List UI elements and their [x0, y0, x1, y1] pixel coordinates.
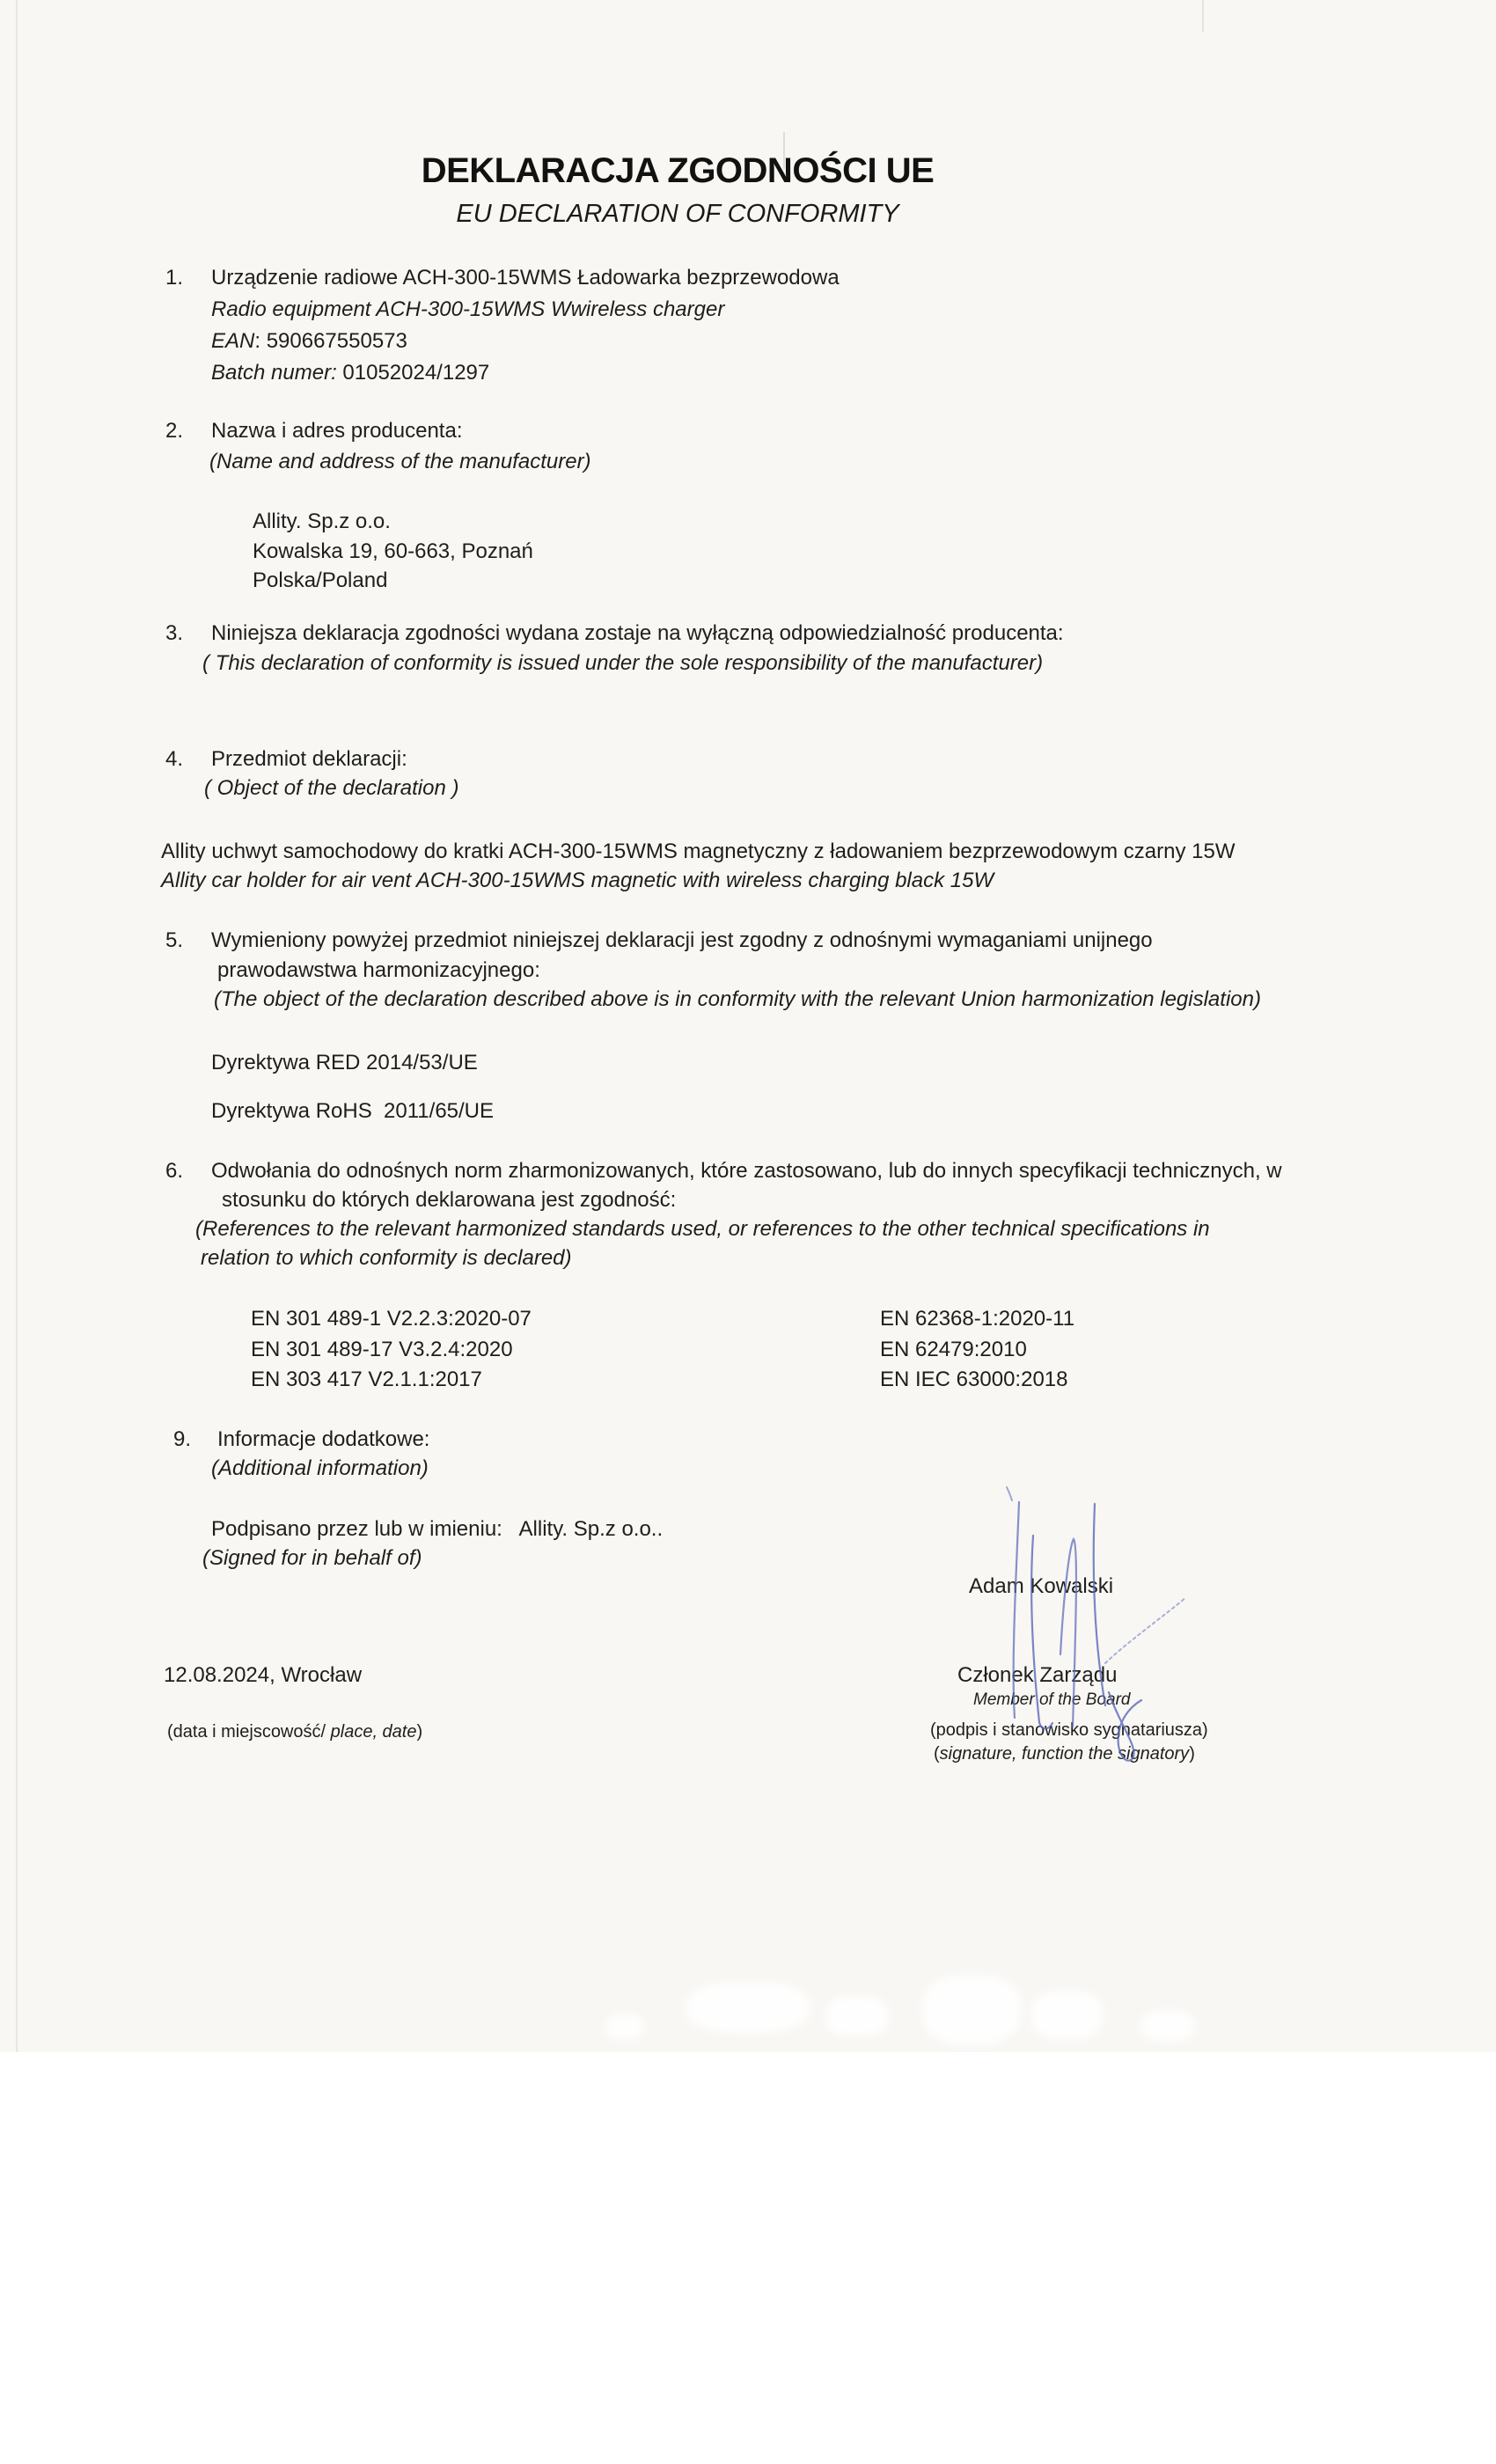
manufacturer-street: Kowalska 19, 60-663, Poznań — [253, 539, 533, 563]
item4-line-pl: Przedmiot deklaracji: — [211, 747, 407, 771]
caption-signature-en: (signature, function the signatory) — [934, 1744, 1195, 1764]
standard-right-3: EN IEC 63000:2018 — [880, 1368, 1068, 1391]
caption-signature-pl: (podpis i stanowisko sygnatariusza) — [930, 1720, 1208, 1740]
item5-line-pl-1: Wymieniony powyżej przedmiot niniejszej deklaracji jest zgodny z odnośnymi wymaganiami unijnego — [211, 928, 1153, 952]
item5-line-en: (The object of the declaration described above is in conformity with the relevant Union harmonization legislation) — [214, 987, 1261, 1011]
signature-ink — [986, 1465, 1206, 1773]
item6-line-pl-2: stosunku do których deklarowana jest zgodność: — [222, 1188, 677, 1212]
item1-ean-line — [211, 329, 407, 355]
standard-right-2: EN 62479:2010 — [880, 1338, 1027, 1361]
item1-number: 1. — [165, 266, 184, 290]
manufacturer-name: Allity. Sp.z o.o. — [253, 510, 391, 533]
signatory-name: Adam Kowalski — [969, 1574, 1114, 1598]
caption-place-date: (data i miejscowość/ place, date) — [167, 1722, 423, 1742]
batch-value: 01052024/1297 — [336, 361, 490, 385]
item5-number: 5. — [165, 928, 184, 952]
directive-red: Dyrektywa RED 2014/53/UE — [211, 1051, 478, 1074]
signatory-role-en: Member of the Board — [973, 1690, 1131, 1709]
place-date: 12.08.2024, Wrocław — [164, 1663, 363, 1687]
document-title: DEKLARACJA ZGODNOŚCI UE — [421, 151, 935, 190]
item3-line-pl: Niniejsza deklaracja zgodności wydana zostaje na wyłączną odpowiedzialność producenta: — [211, 621, 1064, 645]
item4-number: 4. — [165, 747, 184, 771]
signatory-role-pl: Członek Zarządu — [957, 1663, 1118, 1687]
standard-right-1: EN 62368-1:2020-11 — [880, 1307, 1075, 1331]
item6-number: 6. — [165, 1159, 184, 1183]
scan-watermark-blob — [605, 2013, 644, 2040]
product-description-en: Allity car holder for air vent ACH-300-15WMS magnetic with wireless charging black 15W — [161, 869, 994, 892]
item5-line-pl-2: prawodawstwa harmonizacyjnego: — [217, 958, 540, 982]
scan-watermark-blob — [686, 1982, 810, 2033]
item9-number: 9. — [173, 1427, 192, 1451]
standard-left-2: EN 301 489-17 V3.2.4:2020 — [251, 1338, 513, 1361]
item1-batch-line — [211, 361, 489, 386]
scan-watermark-blob — [1031, 1991, 1104, 2040]
product-description-pl: Allity uchwyt samochodowy do kratki ACH-300-15WMS magnetyczny z ładowaniem bezprzewodowym czarny 15W — [161, 840, 1236, 863]
standard-left-1: EN 301 489-1 V2.2.3:2020-07 — [251, 1307, 532, 1331]
item6-line-en-1: (References to the relevant harmonized standards used, or references to the other technical specifications in — [195, 1217, 1210, 1241]
item1-line-pl: Urządzenie radiowe ACH-300-15WMS Ładowarka bezprzewodowa — [211, 266, 840, 290]
scan-artifact-tick-top — [1202, 0, 1204, 32]
item4-line-en: ( Object of the declaration ) — [204, 776, 459, 800]
document-subtitle: EU DECLARATION OF CONFORMITY — [456, 200, 899, 228]
item2-number: 2. — [165, 419, 184, 443]
item3-number: 3. — [165, 621, 184, 645]
item3-line-en: ( This declaration of conformity is issued under the sole responsibility of the manufacturer) — [202, 651, 1044, 675]
ean-value: : 590667550573 — [254, 329, 407, 353]
standard-left-3: EN 303 417 V2.1.1:2017 — [251, 1368, 482, 1391]
item9-line-en: (Additional information) — [211, 1456, 429, 1480]
scan-watermark-blob — [1140, 2010, 1195, 2042]
item2-line-en: (Name and address of the manufacturer) — [209, 450, 591, 473]
signed-by-line: Podpisano przez lub w imieniu: Allity. Sp.z o.o.. — [211, 1517, 664, 1541]
directive-rohs: Dyrektywa RoHS 2011/65/UE — [211, 1099, 495, 1123]
batch-label: Batch numer: — [211, 361, 337, 385]
item1-line-en: Radio equipment ACH-300-15WMS Wwireless charger — [211, 297, 725, 321]
manufacturer-country: Polska/Poland — [253, 568, 388, 592]
scan-watermark-blob — [825, 1996, 889, 2036]
item2-line-pl: Nazwa i adres producenta: — [211, 419, 463, 443]
signed-for-line: (Signed for in behalf of) — [202, 1546, 422, 1570]
item6-line-pl-1: Odwołania do odnośnych norm zharmonizowanych, które zastosowano, lub do innych specyfikacji technicznych, w — [211, 1159, 1282, 1183]
scan-watermark-blob — [922, 1975, 1021, 2045]
scan-left-edge-line — [16, 0, 18, 2052]
item6-line-en-2: relation to which conformity is declared) — [201, 1246, 572, 1270]
ean-label: EAN — [211, 329, 255, 353]
item9-line-pl: Informacje dodatkowe: — [217, 1427, 430, 1451]
